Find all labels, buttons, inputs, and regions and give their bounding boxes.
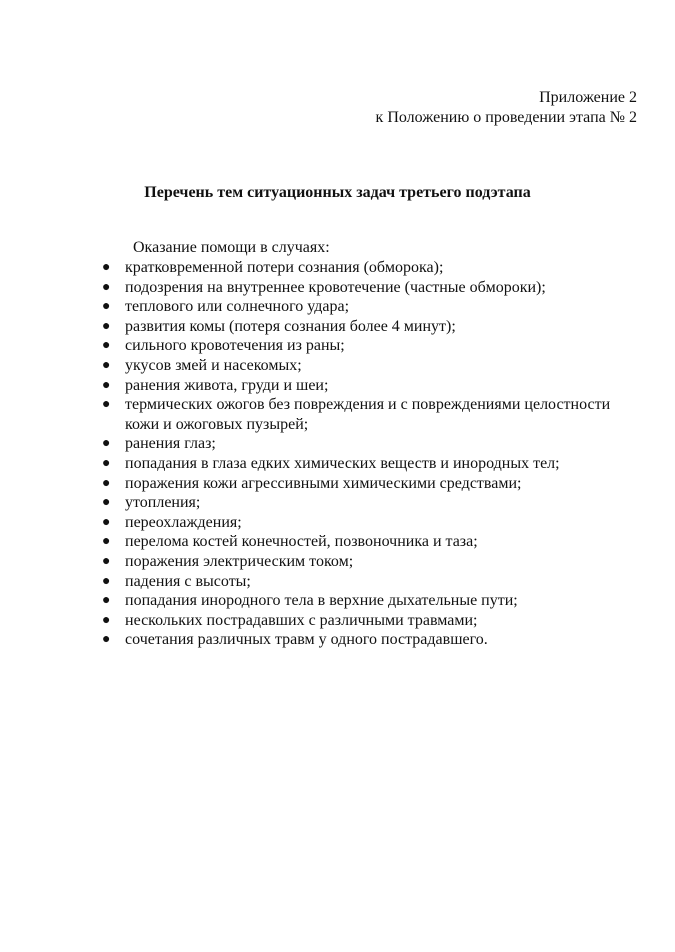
list-item-text: сочетания различных травм у одного пострадавшего. — [125, 631, 488, 649]
appendix-header — [376, 88, 637, 128]
bullet-icon: ● — [102, 318, 111, 334]
list-item-text: сильного кровотечения из раны; — [125, 337, 345, 355]
appendix-reference: к Положению о проведении этапа № 2 — [375, 109, 637, 126]
list-item-text: попадания в глаза едких химических веществ и инородных тел; — [125, 454, 560, 472]
list-item — [100, 572, 640, 592]
list-item — [100, 258, 640, 278]
bullet-icon: ● — [102, 279, 111, 295]
list-item-text: ранения живота, груди и шеи; — [125, 376, 329, 394]
list-item-text: перелома костей конечностей, позвоночника и таза; — [125, 533, 478, 551]
bullet-icon: ● — [102, 475, 111, 491]
bullet-icon: ● — [102, 573, 111, 589]
list-item-text: попадания инородного тела в верхние дыхательные пути; — [125, 592, 518, 610]
list-item-text: поражения кожи агрессивными химическими средствами; — [125, 474, 522, 492]
bullet-icon: ● — [102, 338, 111, 354]
bullet-icon: ● — [102, 593, 111, 609]
intro-text: Оказание помощи в случаях: — [133, 239, 330, 256]
list-item-text: нескольких пострадавших с различными травмами; — [125, 611, 478, 629]
list-item-text: развития комы (потеря сознания более 4 минут); — [125, 317, 456, 335]
list-item — [100, 611, 640, 631]
list-item-text: термических ожогов без повреждения и с повреждениями целостности кожи и ожоговых пузырей; — [125, 396, 611, 433]
list-item — [100, 591, 640, 611]
list-item — [100, 356, 640, 376]
bullet-icon: ● — [102, 299, 111, 315]
list-item — [100, 297, 640, 317]
list-item — [100, 395, 640, 434]
bullet-icon: ● — [102, 514, 111, 530]
list-item-text: поражения электрическим током; — [125, 552, 354, 570]
list-item — [100, 630, 640, 650]
list-item-text: подозрения на внутреннее кровотечение (частные обмороки); — [125, 278, 546, 296]
appendix-number: Приложение 2 — [539, 89, 637, 106]
document-title: Перечень тем ситуационных задач третьего подэтапа — [144, 184, 531, 201]
bullet-icon: ● — [102, 455, 111, 471]
list-item — [100, 317, 640, 337]
bullet-icon: ● — [102, 377, 111, 393]
bullet-icon: ● — [102, 495, 111, 511]
list-item — [100, 493, 640, 513]
list-item — [100, 474, 640, 494]
bullet-icon: ● — [102, 632, 111, 648]
list-item-text: ранения глаз; — [125, 435, 216, 453]
bullet-icon: ● — [102, 397, 111, 413]
list-item — [100, 513, 640, 533]
bullet-icon: ● — [102, 553, 111, 569]
list-item — [100, 454, 640, 474]
bullet-icon: ● — [102, 357, 111, 373]
list-item-text: утопления; — [125, 494, 201, 512]
list-item — [100, 278, 640, 298]
list-item-text: кратковременной потери сознания (обморока); — [125, 259, 444, 276]
bullet-icon: ● — [102, 534, 111, 550]
list-item — [100, 376, 640, 396]
topics-list — [100, 258, 640, 650]
bullet-icon: ● — [102, 612, 111, 628]
list-item-text: теплового или солнечного удара; — [125, 298, 350, 316]
list-item-text: падения с высоты; — [125, 572, 251, 590]
list-item-text: переохлаждения; — [125, 513, 242, 531]
list-item — [100, 552, 640, 572]
bullet-icon: ● — [102, 260, 111, 275]
list-item-text: укусов змей и насекомых; — [125, 356, 302, 374]
list-item — [100, 336, 640, 356]
list-item — [100, 434, 640, 454]
list-item — [100, 532, 640, 552]
bullet-icon: ● — [102, 436, 111, 452]
